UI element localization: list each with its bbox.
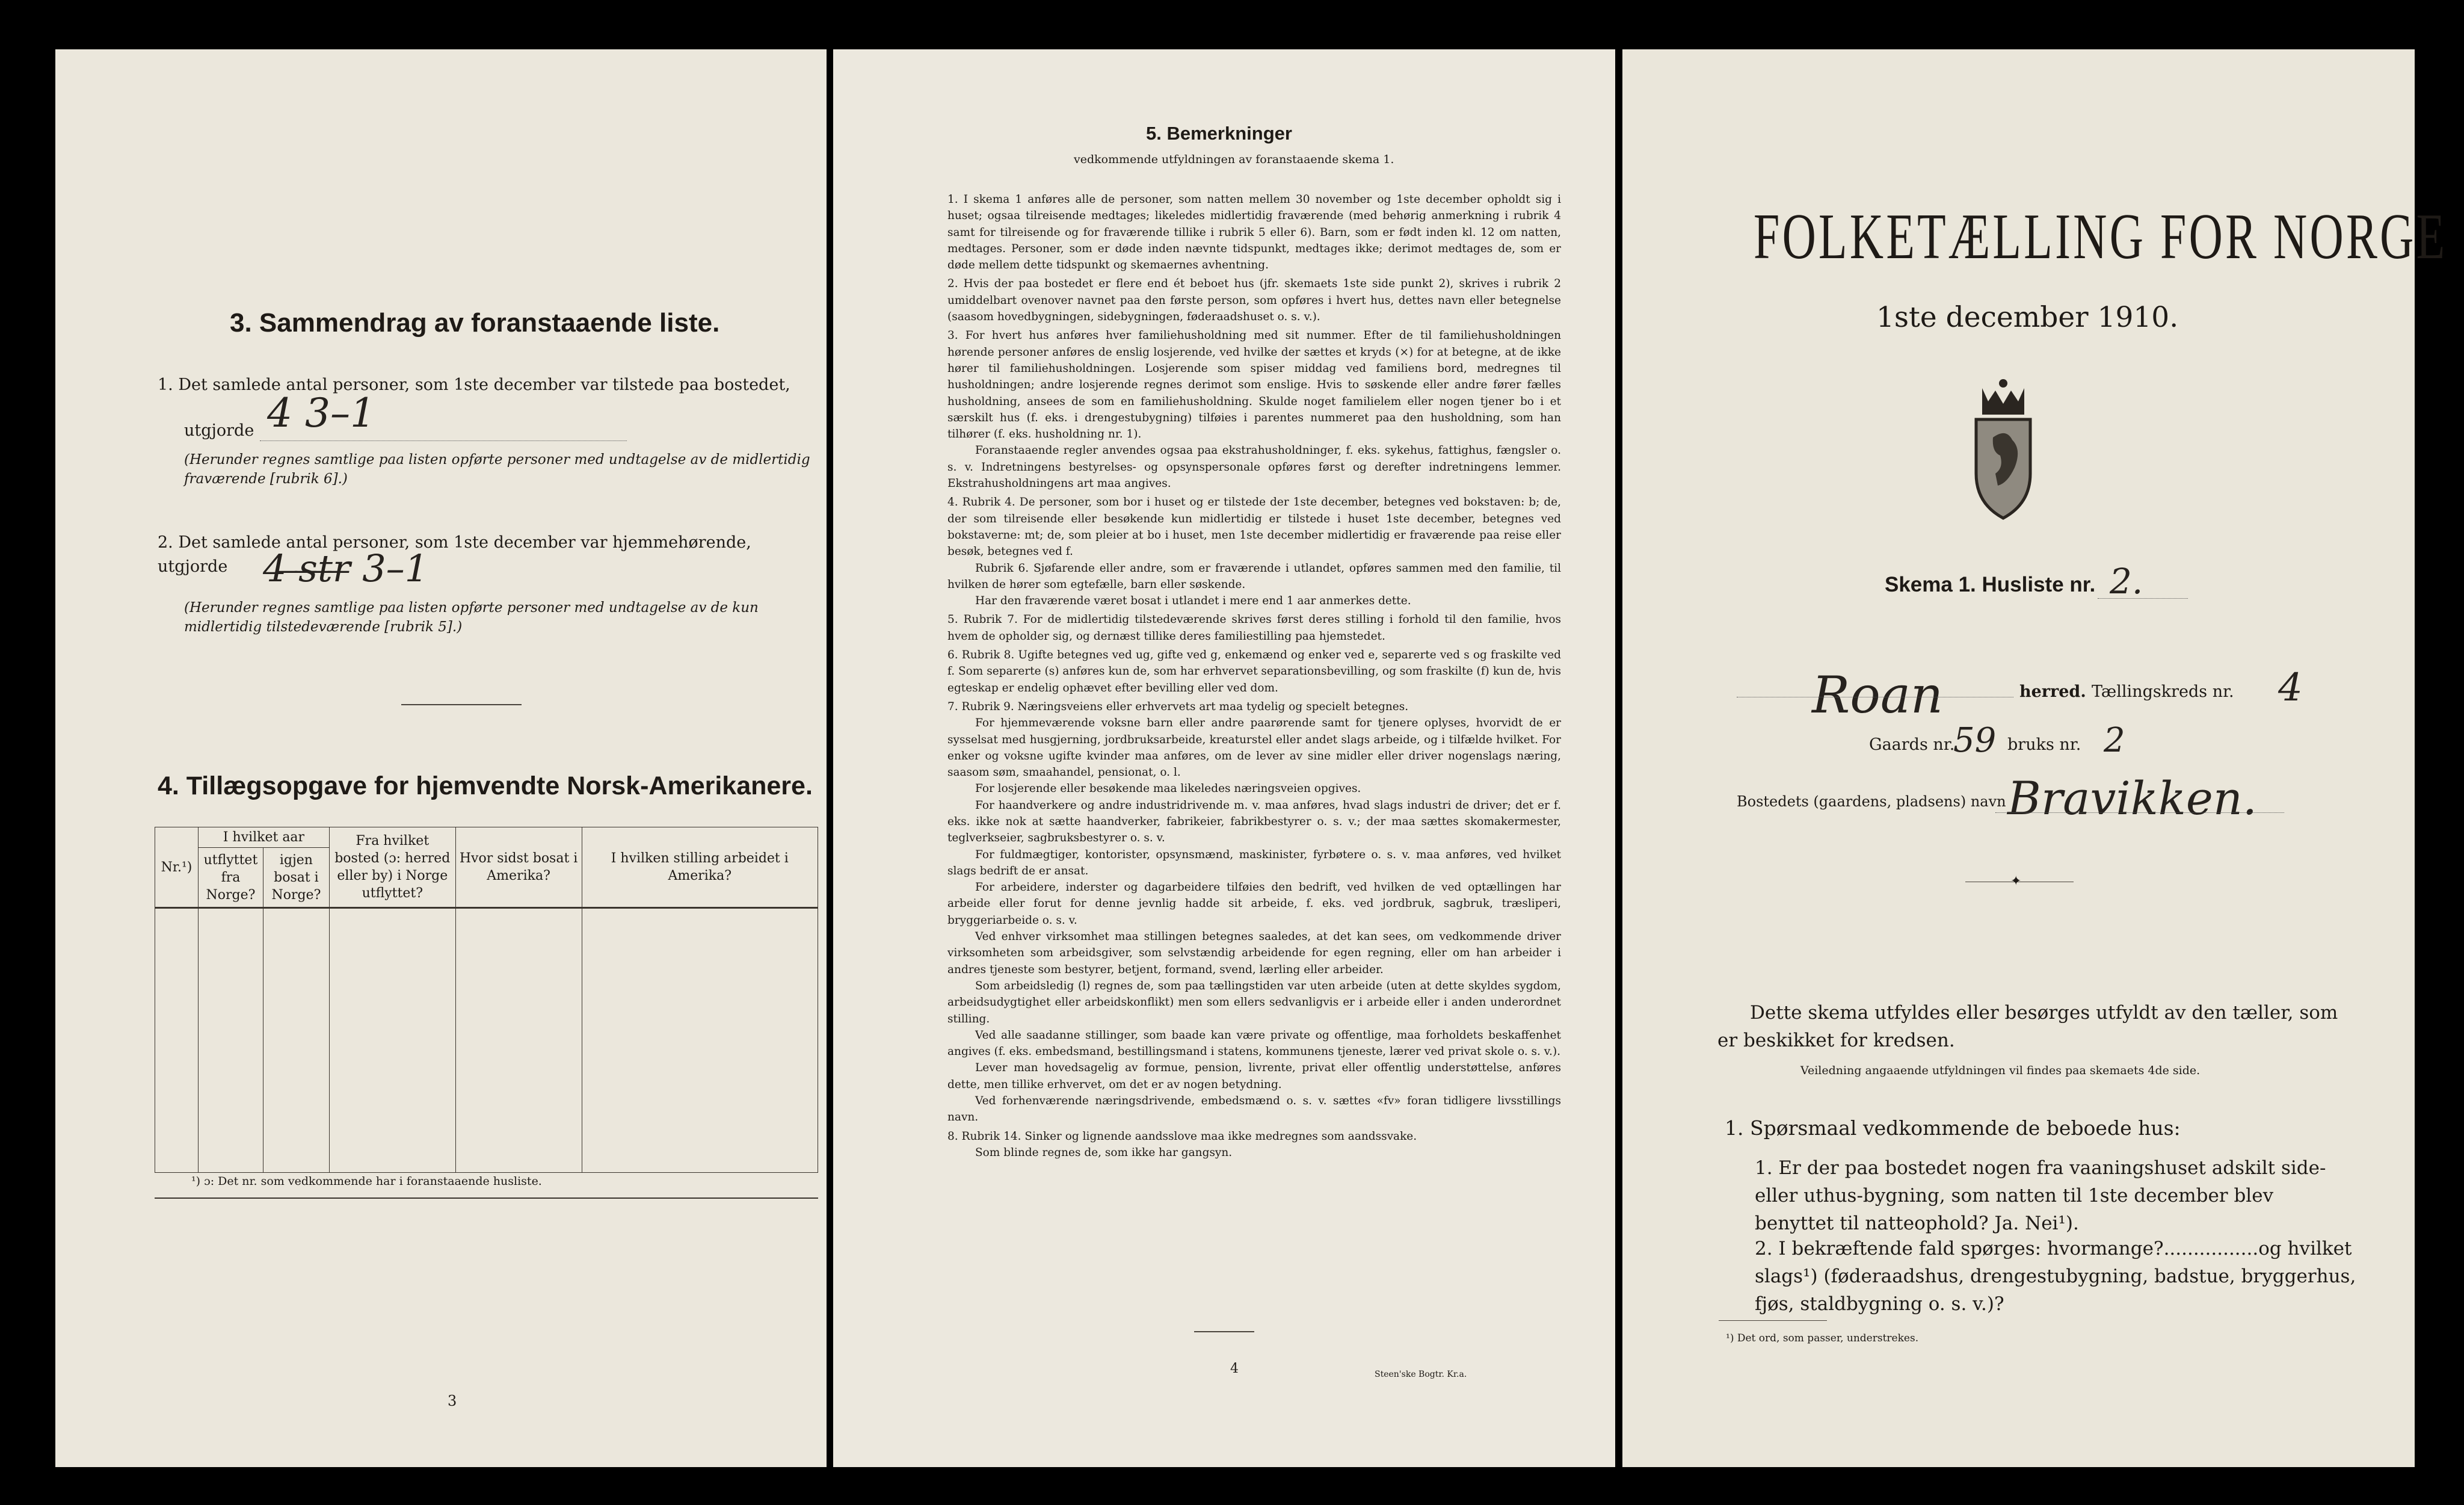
item-1-text: 1. Det samlede antal personer, som 1ste december var tilstede paa bostedet, (158, 375, 790, 394)
col-hvor-sidst: Hvor sidst bosat i Amerika? (455, 827, 582, 908)
item-2-handwriting: 4 ̶s̶t̶r̶ 3–1 (263, 546, 429, 590)
page-1 (1622, 49, 2448, 1467)
remark-8b: Som blinde regnes de, som ikke har gangsyn. (975, 1146, 1233, 1159)
section-3-title: 3. Sammendrag av foranstaaende liste. (230, 308, 720, 338)
main-title: FOLKETÆLLING FOR NORGE (1754, 201, 2448, 273)
col-igjen: igjen bosat i Norge? (263, 848, 329, 908)
item-2-note: (Herunder regnes samtlige paa listen opførte personer med undtagelse av de kun midlertidig tilstedeværende [rubrik 5].) (184, 600, 759, 635)
page-number: 4 (1230, 1361, 1239, 1376)
remark-7f: For arbeidere, inderster og dagarbeidere tilføies den bedrift, ved hvilken de ved optællingen har arbeide eller forut for denne jevnlig hadde sit arbeide, f. eks. ved jordbruk, sagbruk, træsliperi, bryggeriarbeide o. s. v. (947, 881, 1561, 927)
question-1-1: 1. Er der paa bostedet nogen fra vaaningshuset adskilt side- eller uthus-bygning, som natten til 1ste december blev benyttet til natteophold? Ja. Nei¹). (1755, 1157, 2326, 1234)
question-1-title: 1. Spørsmaal vedkommende de beboede hus: (1725, 1116, 2181, 1140)
dotted-line (260, 440, 627, 441)
husliste-handwriting: 2. (2110, 561, 2143, 602)
gaards-handwriting: 59 (1953, 721, 1997, 760)
info-text: Dette skema utfyldes eller besørges utfyldt av den tæller, som er beskikket for kredsen. (1717, 1002, 2338, 1051)
section-4-title: 4. Tillægsopgave for hjemvendte Norsk-Amerikanere. (158, 771, 813, 800)
footnote-rule (1719, 1320, 1827, 1321)
col-utflyttet: utflyttet fra Norge? (198, 848, 263, 908)
divider (401, 704, 522, 705)
herred-handwriting: Roan (1812, 666, 1943, 725)
remark-4b: Rubrik 6. Sjøfarende eller andre, som er fraværende i utlandet, opføres sammen med den familie, til hvilken de hører som egtefælle, barn eller søskende. (947, 561, 1561, 591)
norway-coat-of-arms-icon (1964, 377, 2042, 524)
remark-7c: For losjerende eller besøkende maa likeledes næringsveien opgives. (975, 782, 1361, 796)
skema-label: Skema 1. Husliste nr. (1885, 573, 2096, 596)
info-small: Veiledning angaaende utfyldningen vil findes paa skemaets 4de side. (1800, 1064, 2201, 1077)
col-nr: Nr.¹) (155, 827, 199, 908)
bruks-handwriting: 2 (2104, 721, 2125, 760)
remarks-title: 5. Bemerkninger (1146, 123, 1292, 144)
remark-7i: Ved alle saadanne stillinger, som baade kan være private og offentlige, maa forholdets beskaffenhet angives (f. eks. embedsmand, bestillingsmand i statens, kommunens tjeneste, lærer ved privat skole o. s. v.). (947, 1028, 1561, 1058)
bruks-label: bruks nr. (2007, 735, 2081, 754)
herred-label: herred. (2019, 682, 2086, 701)
item-1-lead: utgjorde (184, 421, 254, 440)
table-footnote: ¹) ɔ: Det nr. som vedkommende har i foranstaaende husliste. (191, 1175, 542, 1188)
kreds-label: Tællingskreds nr. (2092, 682, 2234, 701)
remark-5: 5. Rubrik 7. For de midlertidig tilstedeværende skrives først deres stilling i forhold til den familie, hvos hvem de opholder sig, og dernæst tillike deres familiestilling paa hjemstedet. (947, 613, 1561, 643)
remark-7b: For hjemmeværende voksne barn eller andre paarørende samt for tjenere oplyses, hvorvidt de er sysselsat med husgjerning, jordbruksarbeide, kreaturstel eller andet slags arbeide, og i tilfælde hvilket. For enker og voksne ugifte kvinder maa anføres, om de lever av sine midler eller driver nogenslags næring, saasom søm, smaahandel, pensionat, o. l. (947, 717, 1561, 779)
dotted-line (2098, 598, 2188, 599)
remark-7h: Som arbeidsledig (l) regnes de, som paa tællingstiden var uten arbeide (uten at dette skyldes sygdom, arbeidsudygtighet eller arbeidskonflikt) men som ellers sedvanligvis er i arbeide eller i anden underordnet stilling. (947, 979, 1561, 1025)
bosted-label: Bostedets (gaardens, pladsens) navn (1737, 793, 2006, 810)
item-1-note: (Herunder regnes samtlige paa listen opførte personer med undtagelse av de midlertidig fraværende [rubrik 6].) (184, 452, 810, 487)
item-1-handwriting: 4 3–1 (267, 390, 375, 436)
kreds-handwriting: 4 (2278, 666, 2303, 710)
gaards-label: Gaards nr. (1869, 735, 1955, 754)
remark-4: 4. Rubrik 4. De personer, som bor i huset og er tilstede der 1ste december, betegnes ved bokstaven: b; de, der som tilreisende eller besøkende kun midlertidig er tilstede i huset 1ste december, betegnes ved bokstaverne: mt; de, som pleier at bo i huset, men 1ste december midlertidig er fraværende paa reise eller besøk, betegnes ved f. (947, 496, 1561, 558)
col-hvilket-aar: I hvilket aar (198, 827, 329, 848)
remarks-subtitle: vedkommende utfyldningen av foranstaaende skema 1. (1074, 153, 1394, 166)
dotted-line (1995, 812, 2284, 813)
col-stilling: I hvilken stilling arbeidet i Amerika? (582, 827, 818, 908)
remark-4c: Har den fraværende været bosat i utlandet i mere end 1 aar anmerkes dette. (975, 595, 1411, 608)
remark-7e: For fuldmægtiger, kontorister, opsynsmænd, maskinister, fyrbøtere o. s. v. maa anføres, ved hvilket slags bedrift de er ansat. (947, 848, 1561, 877)
remark-3b: Foranstaaende regler anvendes ogsaa paa ekstrahusholdninger, f. eks. sykehus, fattighus, fængsler o. s. v. Indretningens bestyrelses- og opsynspersonale opføres først og derefter indretningens lemmer. Ekstrahusholdningens art maa angives. (947, 444, 1561, 490)
question-1-2: 2. I bekræftende fald spørges: hvormange?................og hvilket slags¹) (føderaadshus, drengestubygning, badstue, bryggerhus, fjøs, staldbygning o. s. v.)? (1755, 1238, 2356, 1315)
remark-7: 7. Rubrik 9. Næringsveiens eller erhvervets art maa tydelig og specielt betegnes. (947, 700, 1409, 713)
remark-7j: Lever man hovedsagelig av formue, pension, livrente, privat eller offentlig understøttelse, anføres dette, men tillike erhvervet, om det er av nogen betydning. (947, 1062, 1561, 1091)
item-2-text: 2. Det samlede antal personer, som 1ste december var hjemmehørende, utgjorde (158, 533, 751, 576)
col-fra-hvilket: Fra hvilket bosted (ɔ: herred eller by) i Norge utflyttet? (329, 827, 455, 908)
divider (1194, 1331, 1254, 1332)
page-4 (833, 49, 1615, 1467)
remark-1: 1. I skema 1 anføres alle de personer, som natten mellem 30 november og 1ste december opholdt sig i huset; ogsaa tilreisende medtages; likeledes midlertidig fraværende (med behørig anmerkning i rubrik 4 samt for tilreisende og for fraværende tillike i rubrik 5 eller 6). Barn, som er født inden kl. 12 om natten, medtages. Personer, som er døde inden nævnte tidspunkt, medtages ikke; derimot medtages de, som er døde mellem dette tidspunkt og skemaernes avhentning. (947, 193, 1561, 272)
norsk-amerikanere-table (155, 827, 818, 1173)
page-footnote: ¹) Det ord, som passer, understrekes. (1726, 1332, 1919, 1344)
census-date: 1ste december 1910. (1876, 301, 2179, 334)
remarks-body (947, 191, 1561, 1161)
remark-8: 8. Rubrik 14. Sinker og lignende aandsslove maa ikke medregnes som aandssvake. (947, 1130, 1417, 1143)
page-3 (55, 49, 827, 1467)
remark-7k: Ved forhenværende næringsdrivende, embedsmænd o. s. v. sættes «fv» foran tidligere livsstillings navn. (947, 1095, 1561, 1124)
page-number: 3 (448, 1392, 457, 1409)
remark-6: 6. Rubrik 8. Ugifte betegnes ved ug, gifte ved g, enkemænd og enker ved e, separerte ved s og fraskilte ved f. Som separerte (s) anføres kun de, som har erhvervet separationsbevilling, og som fraskilte (f) kun de, hvis egteskap er endelig ophævet efter bevilling eller ved dom. (947, 649, 1561, 694)
remark-7g: Ved enhver virksomhet maa stillingen betegnes saaledes, at det kan sees, om vedkommende driver virksomheten som arbeidsgiver, som selvstændig arbeidende for egen regning, eller om han arbeider i andres tjeneste som bestyrer, betjent, formand, svend, lærling eller arbeider. (947, 930, 1561, 976)
ornament-icon: ✦ (2010, 874, 2022, 889)
printer-mark: Steen'ske Bogtr. Kr.a. (1375, 1370, 1467, 1379)
remark-7d: For haandverkere og andre industridrivende m. v. maa anføres, hvad slags industri de driver; det er f. eks. ikke nok at sætte haandverker, fabrikeier, fabrikbestyrer o. s. v.; der maa sættes skomakermester, teglverkseier, sagbruksbestyrer o. s. v. (947, 799, 1561, 845)
remark-2: 2. Hvis der paa bostedet er flere end ét beboet hus (jfr. skemaets 1ste side punkt 2), skrives i rubrik 2 umiddelbart ovenover navnet paa den første person, som opføres i hvert hus, dettes navn eller betegnelse (saasom hovedbygningen, sidebygningen, føderaadshuset o. s. v.). (947, 277, 1561, 324)
table-row (155, 908, 818, 1173)
remark-3: 3. For hvert hus anføres hver familiehusholdning med sit nummer. Efter de til familiehusholdningen hørende personer anføres de enslig losjerende, ved hvilke der sættes et kryds (×) for at betegne, at de ikke hører til familiehusholdningen. Losjerende som spiser middag ved familiens bord, medregnes til husholdningen; andre losjerende regnes derimot som enslige. Hvis to søskende eller andre fører fælles husholdning, ansees de som en familiehusholdning. Skulde noget familielem eller nogen tjener bo i et særskilt hus (f. eks. i drengestubygning) tilføies i parentes nummeret paa den husholdning, som han tilhører (f. eks. husholdning nr. 1). (947, 329, 1561, 441)
table-bottom-rule (155, 1198, 818, 1199)
bosted-handwriting: Bravikken. (2007, 771, 2257, 825)
